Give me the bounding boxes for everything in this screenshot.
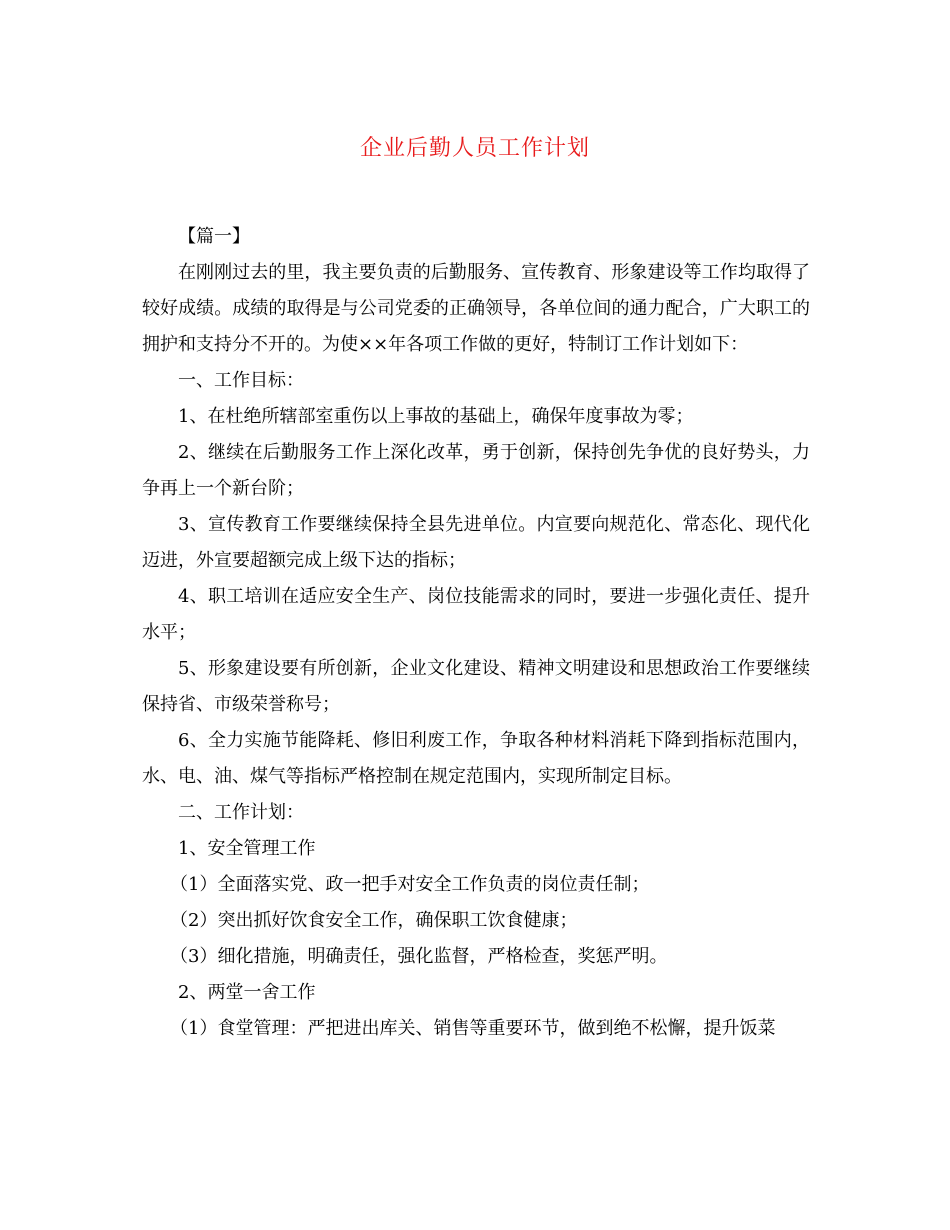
document-body [142,219,810,1047]
heading-plan: 二、工作计划： [178,802,304,823]
goal-item: 6、全力实施节能降耗、修旧利废工作，争取各种材料消耗下降到指标范围内，水、电、油、煤气等指标严格控制在规定范围内，实现所制定目标。 [142,730,810,787]
goal-item: 3、宣传教育工作要继续保持全县先进单位。内宣要向规范化、常态化、现代化迈进，外宣要超额完成上级下达的指标； [142,514,810,571]
heading-goals: 一、工作目标： [178,370,304,391]
plan-subheading: 2、两堂一舍工作 [178,982,316,1003]
goal-item: 2、继续在后勤服务工作上深化改革，勇于创新，保持创先争优的良好势头，力争再上一个新台阶； [142,442,810,499]
plan-item: （1）食堂管理：严把进出库关、销售等重要环节，做到绝不松懈，提升饭菜 [170,1018,776,1039]
section-heading: 【篇一】 [178,226,250,247]
goal-item: 5、形象建设要有所创新，企业文化建设、精神文明建设和思想政治工作要继续保持省、市级荣誉称号； [142,658,810,715]
goal-item: 1、在杜绝所辖部室重伤以上事故的基础上，确保年度事故为零； [178,406,694,427]
goal-item: 4、职工培训在适应安全生产、岗位技能需求的同时，要进一步强化责任、提升水平； [142,586,810,643]
document-title: 企业后勤人员工作计划 [359,136,590,161]
plan-item: （3）细化措施，明确责任，强化监督，严格检查，奖惩严明。 [170,946,668,967]
plan-item: （1）全面落实党、政一把手对安全工作负责的岗位责任制； [170,874,650,895]
paragraph-intro: 在刚刚过去的里，我主要负责的后勤服务、宣传教育、形象建设等工作均取得了较好成绩。成绩的取得是与公司党委的正确领导，各单位间的通力配合，广大职工的拥护和支持分不开的。为使××年各项工作做的更好，特制订工作计划如下： [142,262,810,355]
plan-item: （2）突出抓好饮食安全工作，确保职工饮食健康； [170,910,578,931]
plan-subheading: 1、安全管理工作 [178,838,316,859]
